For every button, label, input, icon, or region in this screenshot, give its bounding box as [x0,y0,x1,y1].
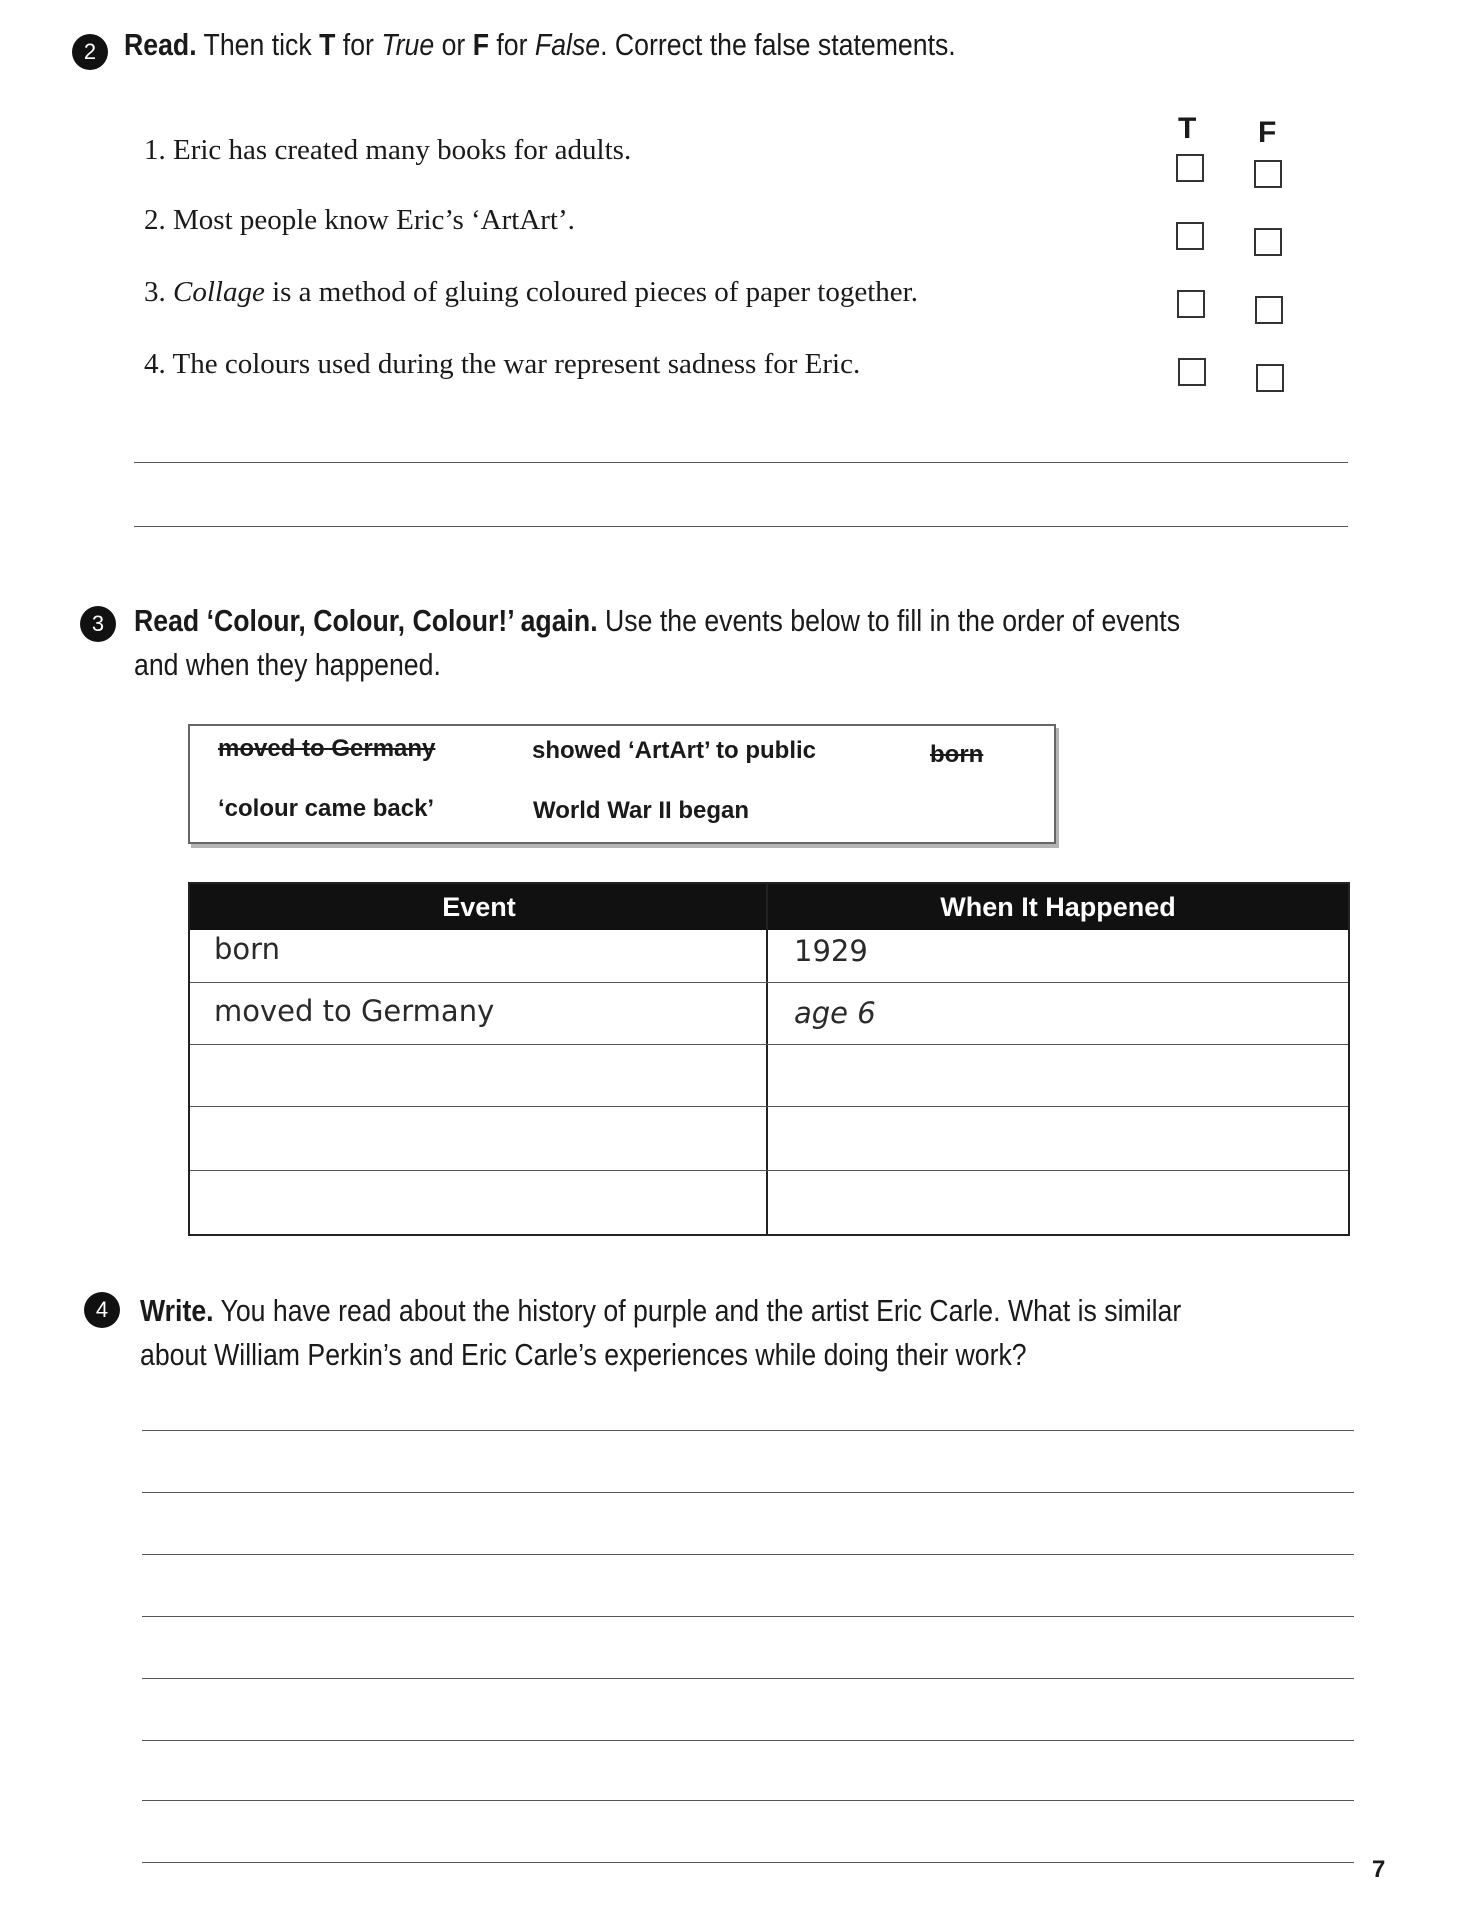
instruction-true: True [381,27,435,62]
statement-number: 2. [144,204,166,236]
exercise-3-instruction [134,600,1180,642]
statement-3 [144,276,918,309]
false-checkbox-1[interactable] [1254,160,1282,188]
statement-4 [144,348,860,381]
exercise-number-badge: 2 [72,34,108,70]
instruction-text: Use the events below to fill in the order of events [597,603,1181,638]
table-cell-when[interactable] [770,1172,1348,1232]
statement-number: 3. [144,276,166,308]
table-row-divider [190,1044,1348,1045]
word-box-item-crossed: born [930,741,984,768]
answer-line[interactable] [142,1678,1354,1679]
exercise-number-badge: 3 [80,606,116,642]
page-number: 7 [1372,1856,1386,1883]
exercise-3-instruction-line2 [134,644,441,686]
false-checkbox-4[interactable] [1256,364,1284,392]
table-cell-event[interactable] [190,1172,764,1232]
table-header-when: When It Happened [768,884,1348,930]
exercise-number-badge: 4 [84,1292,120,1328]
instruction-text: for [335,27,382,62]
instruction-false: False [534,27,601,62]
true-checkbox-1[interactable] [1176,154,1204,182]
true-checkbox-3[interactable] [1177,290,1205,318]
table-cell-event[interactable] [190,1046,764,1104]
answer-line[interactable] [142,1492,1354,1493]
statement-text: Most people know Eric’s ‘ArtArt’. [173,204,575,236]
instruction-text: about William Perkin’s and Eric Carle’s experiences while doing their work? [140,1337,1027,1372]
instruction-text: You have read about the history of purple and the artist Eric Carle. What is similar [213,1293,1182,1328]
answer-line[interactable] [142,1800,1354,1801]
false-checkbox-2[interactable] [1254,228,1282,256]
instruction-text: and when they happened. [134,647,441,682]
table-header-event: Event [190,884,768,930]
instruction-text: . Correct the false statements. [600,27,956,62]
word-box-item: showed ‘ArtArt’ to public [532,737,817,764]
instruction-text: or [434,27,473,62]
statement-text: The colours used during the war represent sadness for Eric. [172,348,861,380]
word-box-item: ‘colour came back’ [218,795,435,822]
answer-line[interactable] [142,1740,1354,1741]
exercise-4-instruction-line2 [140,1334,1027,1376]
statement-number: 1. [144,134,166,166]
instruction-t: T [319,27,336,62]
table-row-divider [190,982,1348,983]
events-table [188,882,1350,1236]
column-false-header: F [1258,116,1277,149]
true-checkbox-2[interactable] [1176,222,1204,250]
table-cell-event[interactable]: born [214,932,280,966]
false-checkbox-3[interactable] [1255,296,1283,324]
answer-line[interactable] [134,462,1348,463]
statement-text: is a method of gluing coloured pieces of paper together. [264,276,918,308]
statement-2 [144,204,575,237]
answer-line[interactable] [142,1554,1354,1555]
table-cell-event[interactable]: moved to Germany [214,994,495,1028]
table-cell-when[interactable] [770,1046,1348,1104]
table-row-divider [190,1170,1348,1171]
table-cell-when[interactable] [770,1108,1348,1168]
exercise-2-instruction [124,24,956,66]
table-column-divider [766,884,768,1234]
statement-text: Eric has created many books for adults. [173,134,632,166]
table-cell-when[interactable]: age 6 [794,996,876,1030]
instruction-text: Then tick [196,27,320,62]
answer-line[interactable] [142,1430,1354,1431]
word-box-item-crossed: moved to Germany [218,735,436,762]
answer-line[interactable] [134,526,1348,527]
statement-1 [144,134,631,167]
true-checkbox-4[interactable] [1178,358,1206,386]
instruction-bold: Read ‘Colour, Colour, Colour!’ again. [134,603,598,638]
instruction-bold: Write. [140,1293,214,1328]
instruction-bold: Read. [124,27,197,62]
table-row-divider [190,1106,1348,1107]
statement-number: 4. [144,348,166,380]
word-box-item: World War II began [533,797,750,824]
table-cell-when[interactable]: 1929 [794,934,868,968]
column-true-header: T [1178,112,1197,145]
answer-line[interactable] [142,1862,1354,1863]
exercise-4-instruction [140,1290,1181,1332]
instruction-text: for [488,27,535,62]
answer-line[interactable] [142,1616,1354,1617]
table-cell-event[interactable] [190,1108,764,1168]
statement-italic-term: Collage [173,276,265,308]
instruction-f: F [472,27,489,62]
